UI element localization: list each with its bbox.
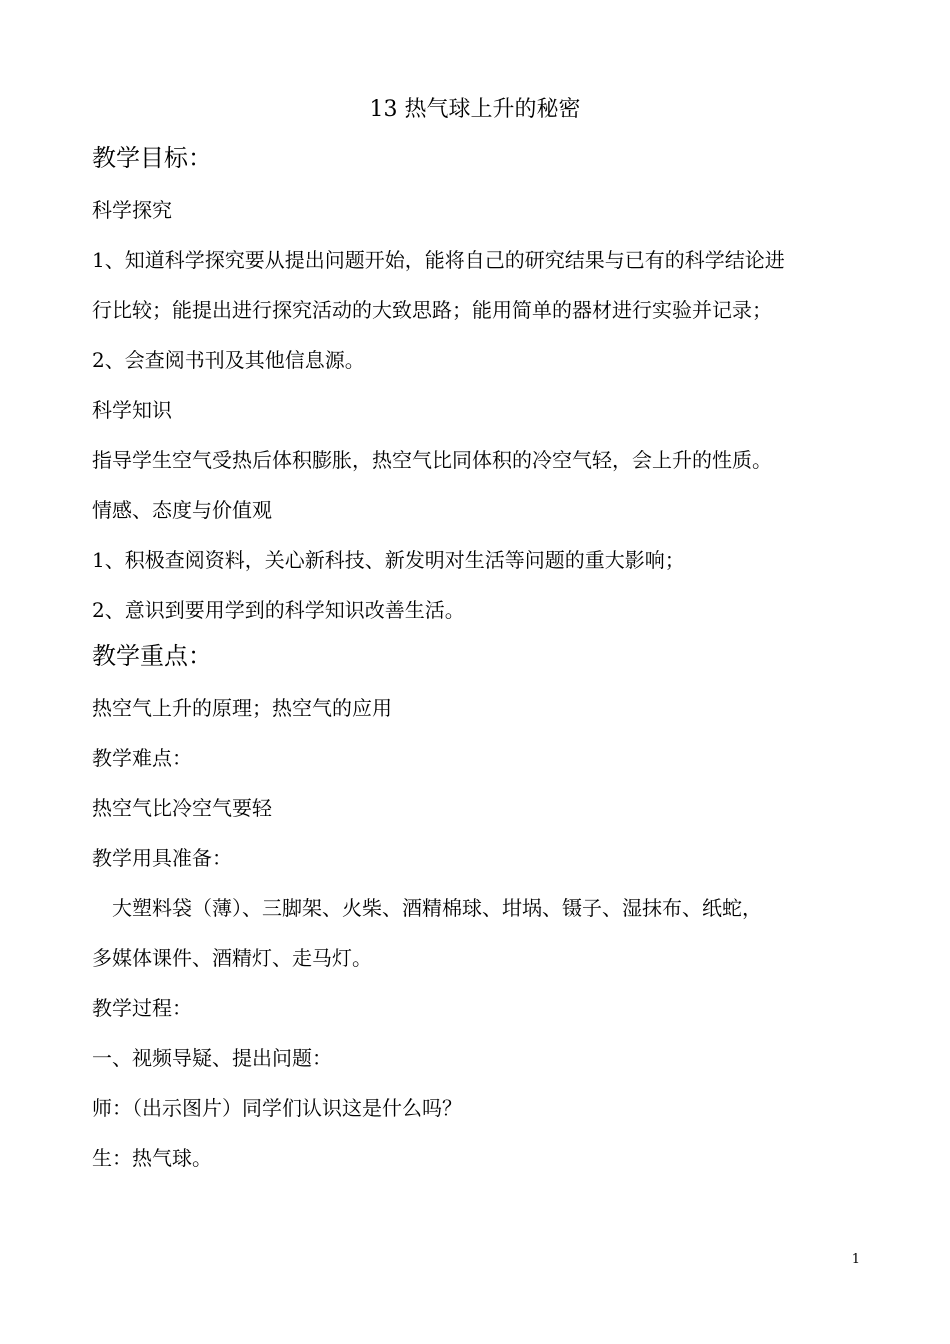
dialogue-line: 生：热气球。 — [92, 1146, 212, 1170]
dialogue-line: 师：（出示图片）同学们认识这是什么吗？ — [92, 1096, 462, 1120]
heading-teaching-goals: 教学目标： — [92, 144, 212, 172]
section-heading: 一、视频导疑、提出问题： — [92, 1046, 332, 1070]
paragraph-line: 指导学生空气受热后体积膨胀，热空气比同体积的冷空气轻，会上升的性质。 — [92, 448, 772, 472]
heading-difficult-points: 教学难点： — [92, 746, 192, 770]
subheading-science-knowledge: 科学知识 — [92, 398, 172, 422]
subheading-science-inquiry: 科学探究 — [92, 198, 172, 222]
paragraph-line: 多媒体课件、酒精灯、走马灯。 — [92, 946, 372, 970]
page-number: 1 — [851, 1252, 860, 1267]
paragraph-line: 行比较；能提出进行探究活动的大致思路；能用简单的器材进行实验并记录； — [92, 298, 772, 322]
subheading-attitude-values: 情感、态度与价值观 — [92, 498, 272, 522]
paragraph-line: 2、会查阅书刊及其他信息源。 — [92, 348, 365, 372]
paragraph-line: 热空气上升的原理；热空气的应用 — [92, 696, 392, 720]
heading-teaching-materials: 教学用具准备： — [92, 846, 232, 870]
paragraph-line: 1、知道科学探究要从提出问题开始，能将自己的研究结果与已有的科学结论进 — [92, 248, 785, 272]
heading-key-points: 教学重点： — [92, 642, 212, 670]
document-title: 13 热气球上升的秘密 — [369, 97, 581, 122]
paragraph-line: 1、积极查阅资料，关心新科技、新发明对生活等问题的重大影响； — [92, 548, 685, 572]
paragraph-line: 2、意识到要用学到的科学知识改善生活。 — [92, 598, 465, 622]
paragraph-line: 热空气比冷空气要轻 — [92, 796, 272, 820]
heading-teaching-process: 教学过程： — [92, 996, 192, 1020]
paragraph-line: 大塑料袋（薄）、三脚架、火柴、酒精棉球、坩埚、镊子、湿抹布、纸蛇， — [112, 896, 762, 920]
